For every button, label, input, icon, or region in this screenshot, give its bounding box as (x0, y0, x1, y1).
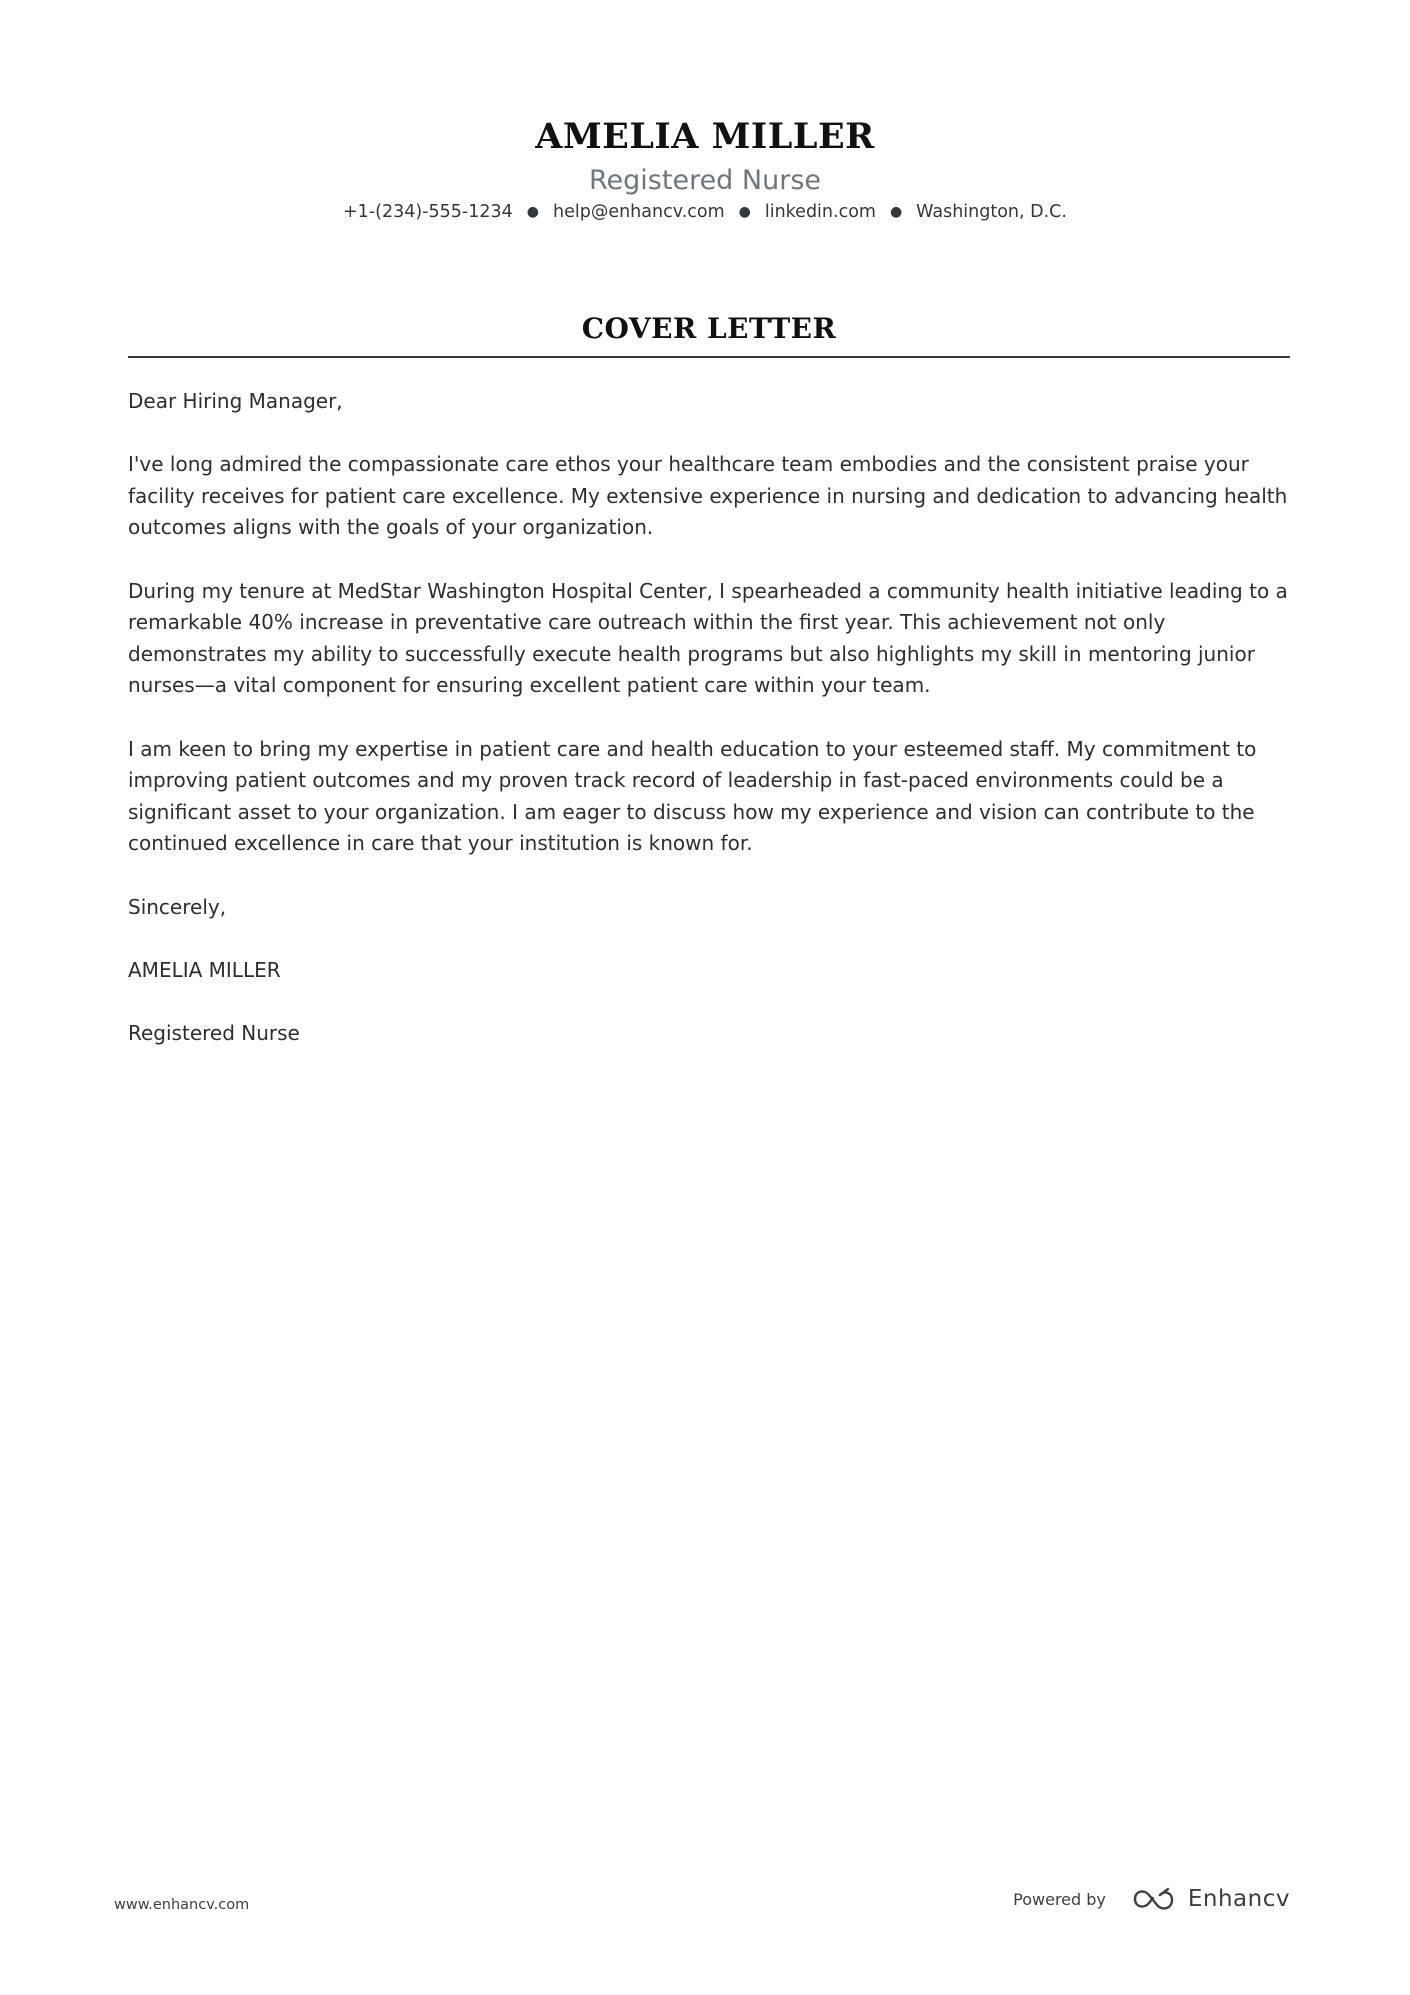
bullet-separator: ● (738, 204, 751, 220)
enhancv-logo-text: Enhancv (1187, 1886, 1290, 1912)
signature-title: Registered Nurse (128, 1020, 300, 1045)
letter-paragraph: During my tenure at MedStar Washington Hospital Center, I spearheaded a community health initiative leading to a remarkable 40% increase in preventative care outreach within the first year. This achievement not only demonstrates my ability to successfully execute health programs but also highlights my skill in mentoring junior nurses—a vital component for ensuring excellent patient care within your team. (128, 578, 1288, 698)
bullet-separator: ● (889, 204, 903, 220)
letter-greeting: Dear Hiring Manager, (128, 389, 343, 413)
contact-line (0, 199, 1410, 225)
footer-website[interactable]: www.enhancv.com (114, 1897, 250, 1913)
letter-closing: Sincerely, (128, 894, 227, 919)
header (0, 113, 1410, 225)
enhancv-logo-icon (1132, 1886, 1178, 1912)
candidate-name: AMELIA MILLER (535, 116, 875, 157)
powered-by-label: Powered by (1013, 1889, 1106, 1909)
section-title: COVER LETTER (581, 312, 837, 345)
letter-paragraph: I've long admired the compassionate care ethos your healthcare team embodies and the consistent praise your facility receives for patient care excellence. My extensive experience in nursing and dedication to advancing health outcomes aligns with the goals of your organization. (128, 452, 1288, 540)
contact-email[interactable]: help@enhancv.com (552, 202, 725, 222)
bullet-separator: ● (526, 204, 539, 220)
signature-name: AMELIA MILLER (128, 957, 281, 982)
candidate-role: Registered Nurse (589, 165, 821, 196)
contact-phone: +1-(234)-555-1234 (343, 202, 513, 222)
section-divider (128, 356, 1290, 358)
letter-body (128, 386, 1294, 1081)
footer-branding (1013, 1886, 1290, 1912)
letter-paragraph: I am keen to bring my expertise in patient care and health education to your esteemed staff. My commitment to improving patient outcomes and my proven track record of leadership in fast-paced environments could be a significant asset to your organization. I am eager to discuss how my experience and vision can contribute to the continued excellence in care that your institution is known for. (128, 736, 1257, 856)
contact-location: Washington, D.C. (916, 202, 1067, 222)
contact-linkedin[interactable]: linkedin.com (764, 202, 876, 222)
